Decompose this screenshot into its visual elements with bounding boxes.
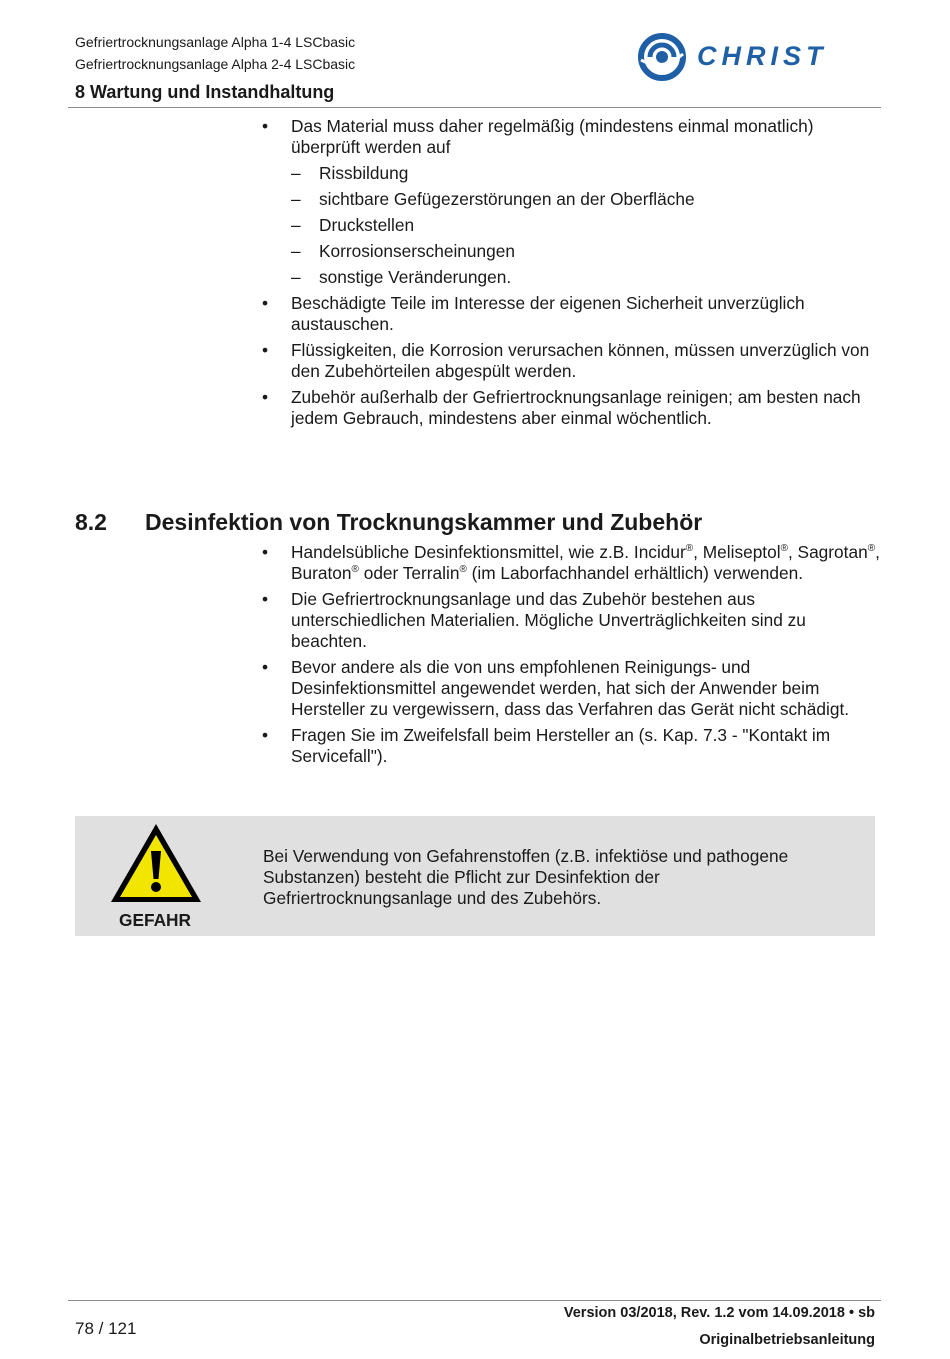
warning-triangle-icon [108,821,204,905]
bullet: • [262,340,269,360]
sub-list-item [291,163,882,184]
sub-list-item-text: sonstige Veränderungen. [319,267,512,287]
disinfection-list [262,542,882,772]
sub-list-item-text: Rissbildung [319,163,409,183]
danger-label: GEFAHR [119,910,192,930]
list-item-text: Zubehör außerhalb der Gefriertrocknungsanlage reinigen; am besten nach jedem Gebrauch, mindestens aber einmal wöchentlich. [291,387,861,428]
sub-list-item [291,215,882,236]
header-product-line-2: Gefriertrocknungsanlage Alpha 2-4 LSCbasic [75,56,356,72]
registered-mark: ® [459,564,467,576]
christ-logo [637,32,877,82]
inspection-sublist [291,163,882,288]
list-item [262,725,882,767]
sub-list-item-text: sichtbare Gefügezerstörungen an der Oberfläche [319,189,695,209]
page-number: 78 / 121 [75,1319,137,1338]
list-item-text [291,542,880,583]
sub-list-item [291,241,882,262]
chapter-title: 8 Wartung und Instandhaltung [75,82,335,102]
sub-list-item [291,267,882,288]
header-divider [68,107,881,108]
list-item [262,116,882,288]
bullet: • [262,589,269,609]
section-number: 8.2 [75,509,107,535]
registered-mark: ® [780,543,788,555]
bullet: • [262,657,269,677]
list-item [262,589,882,652]
registered-mark: ® [685,543,694,555]
christ-logo-icon [637,32,877,82]
bullet: • [262,293,269,313]
section-title: Desinfektion von Trocknungskammer und Zubehör [145,509,703,535]
text-part: (im Laborfachhandel erhältlich) verwenden. [466,563,804,583]
list-item [262,657,882,720]
text-part: , Meliseptol [693,542,781,562]
dash: – [291,189,301,209]
danger-text: Bei Verwendung von Gefahrenstoffen (z.B. infektiöse und pathogene Substanzen) besteht die Pflicht zur Desinfektion der Gefriertrocknungsanlage und des Zubehörs. [263,846,789,908]
list-item-text: Flüssigkeiten, die Korrosion verursachen können, müssen unverzüglich von den Zubehörteilen abgespült werden. [291,340,870,381]
registered-mark: ® [351,564,359,576]
sub-list-item-text: Korrosionserscheinungen [319,241,515,261]
text-part: , Buraton [291,542,880,583]
dash: – [291,241,301,261]
text-part: oder Terralin [358,563,460,583]
list-item [262,542,882,584]
list-item [262,293,882,335]
list-item-text: Beschädigte Teile im Interesse der eigenen Sicherheit unverzüglich austauschen. [291,293,805,334]
list-item-text: Fragen Sie im Zweifelsfall beim Hersteller an (s. Kap. 7.3 - "Kontakt im Servicefall"). [291,725,831,766]
list-item-text: Das Material muss daher regelmäßig (mindestens einmal monatlich) überprüft werden auf [291,116,814,157]
footer-divider [68,1300,881,1301]
danger-notice [75,816,875,936]
document-version: Version 03/2018, Rev. 1.2 vom 14.09.2018 • sb [563,1305,875,1321]
bullet: • [262,542,269,562]
dash: – [291,163,301,183]
bullet: • [262,725,269,745]
dash: – [291,215,301,235]
list-item [262,340,882,382]
list-item-text: Bevor andere als die von uns empfohlenen Reinigungs- und Desinfektionsmittel angewendet werden, hat sich der Anwender beim Hersteller zu vergewissern, dass das Verfahren das Gerät nicht schädigt. [291,657,850,719]
text-part: , Sagrotan [787,542,868,562]
text-part: Handelsübliche Desinfektionsmittel, wie z.B. Incidur [291,542,686,562]
registered-mark: ® [867,543,876,555]
document-type: Originalbetriebsanleitung [699,1332,875,1348]
bullet: • [262,387,269,407]
list-item [262,387,882,429]
dash: – [291,267,301,287]
maintenance-list [262,116,882,434]
logo-wordmark: CHRIST [697,41,828,71]
header-product-line-1: Gefriertrocknungsanlage Alpha 1-4 LSCbasic [75,34,356,50]
bullet: • [262,116,269,136]
sub-list-item [291,189,882,210]
sub-list-item-text: Druckstellen [319,215,415,235]
list-item-text: Die Gefriertrocknungsanlage und das Zubehör bestehen aus unterschiedlichen Materialien. Mögliche Unverträglichkeiten sind zu beachten. [291,589,806,651]
